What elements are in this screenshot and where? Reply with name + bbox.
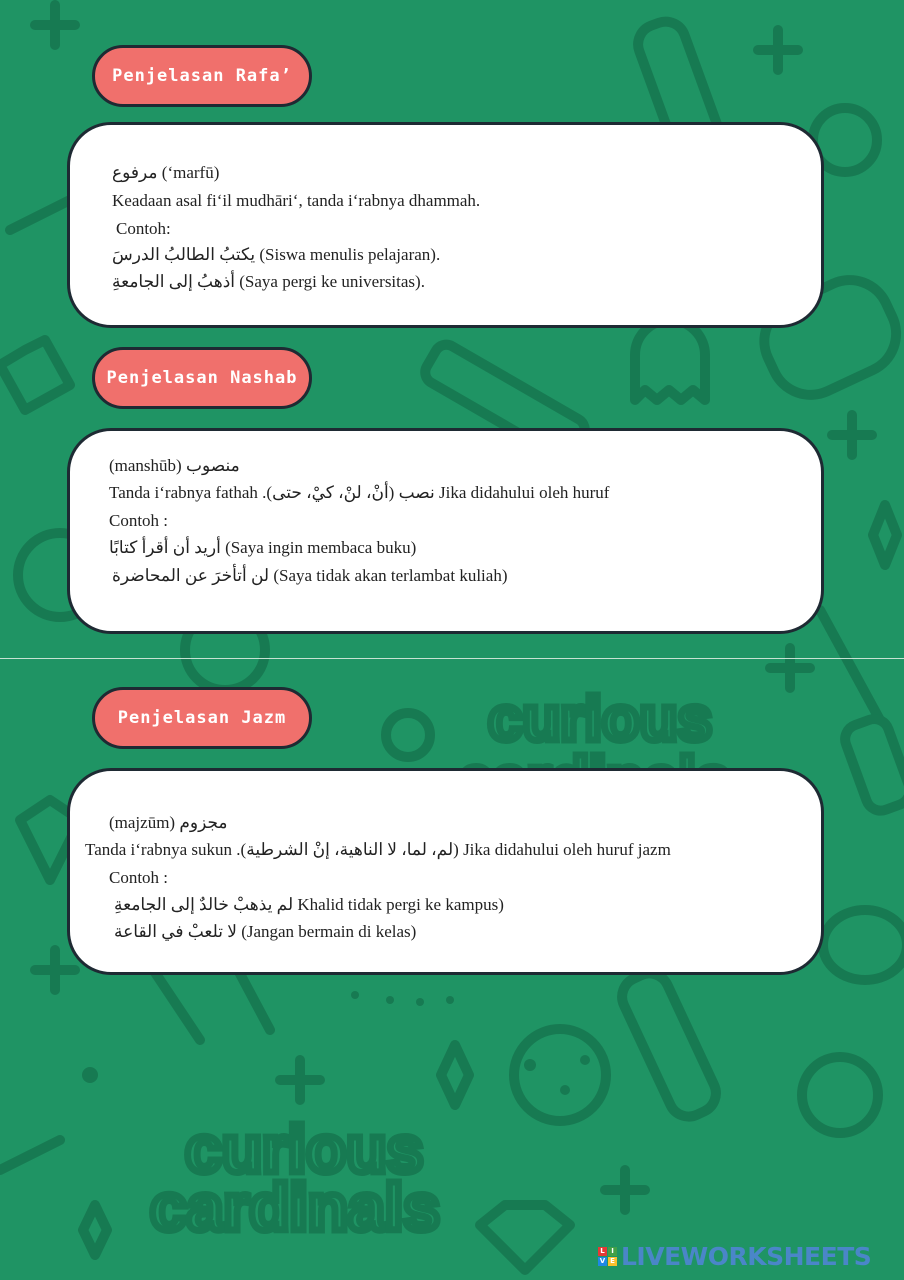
logo-letter-e: E (608, 1257, 617, 1266)
rafa-line-example-1: يكتبُ الطالبُ الدرسَ (Siswa menulis pelajaran). (112, 245, 441, 264)
nashab-line-example-label: Contoh : (109, 511, 169, 530)
jazm-line-example-2: لا تلعبْ في القاعة (Jangan bermain di kelas) (114, 922, 417, 941)
jazm-line-example-1: لم يذهبْ خالدٌ إلى الجامعةِ Khalid tidak pergi ke kampus) (114, 895, 504, 914)
card-jazm (67, 768, 824, 975)
logo-letter-i: I (608, 1247, 617, 1256)
watermark-text-4: cardinals (150, 1170, 440, 1244)
rafa-line-example-label: Contoh: (116, 219, 171, 238)
jazm-line-definition: Tanda i‘rabnya sukun .(لم، لما، لا الناهية، إنْ الشرطية) Jika didahului oleh huruf jazm (85, 840, 671, 859)
nashab-line-term: (manshūb) منصوب (109, 456, 240, 475)
rafa-line-example-2: أذهبُ إلى الجامعةِ (Saya pergi ke universitas). (112, 272, 425, 291)
page-divider (0, 658, 904, 659)
logo-letter-v: V (599, 1256, 606, 1265)
nashab-line-example-1: أريد أن أقرأ كتابًا (Saya ingin membaca buku) (109, 538, 417, 557)
rafa-line-definition: Keadaan asal fi‘il mudhāri‘, tanda i‘rabnya dhammah. (112, 191, 481, 210)
logo-letter-l: L (598, 1247, 607, 1256)
jazm-line-example-label: Contoh : (109, 868, 169, 887)
card-rafa (67, 122, 824, 328)
card-nashab (67, 428, 824, 634)
watermark-text-3: curious (185, 1112, 424, 1186)
section-title-nashab: Penjelasan Nashab (92, 347, 312, 409)
nashab-line-example-2: لن أتأخرَ عن المحاضرة (Saya tidak akan terlambat kuliah) (112, 566, 508, 585)
liveworksheets-wordmark: LIVEWORKSHEETS (621, 1241, 872, 1271)
section-title-rafa: Penjelasan Rafa’ (92, 45, 312, 107)
section-title-jazm: Penjelasan Jazm (92, 687, 312, 749)
liveworksheets-brand (598, 1242, 871, 1270)
jazm-line-term: (majzūm) مجزوم (109, 813, 228, 832)
watermark-text-1: curious (488, 685, 712, 754)
liveworksheets-logo-icon (598, 1247, 617, 1266)
rafa-line-term: مرفوع (‘marfū) (112, 163, 220, 182)
nashab-line-definition: Tanda i‘rabnya fathah .(أنْ، لنْ، كيْ، حتى) نصب Jika didahului oleh huruf (109, 483, 610, 502)
